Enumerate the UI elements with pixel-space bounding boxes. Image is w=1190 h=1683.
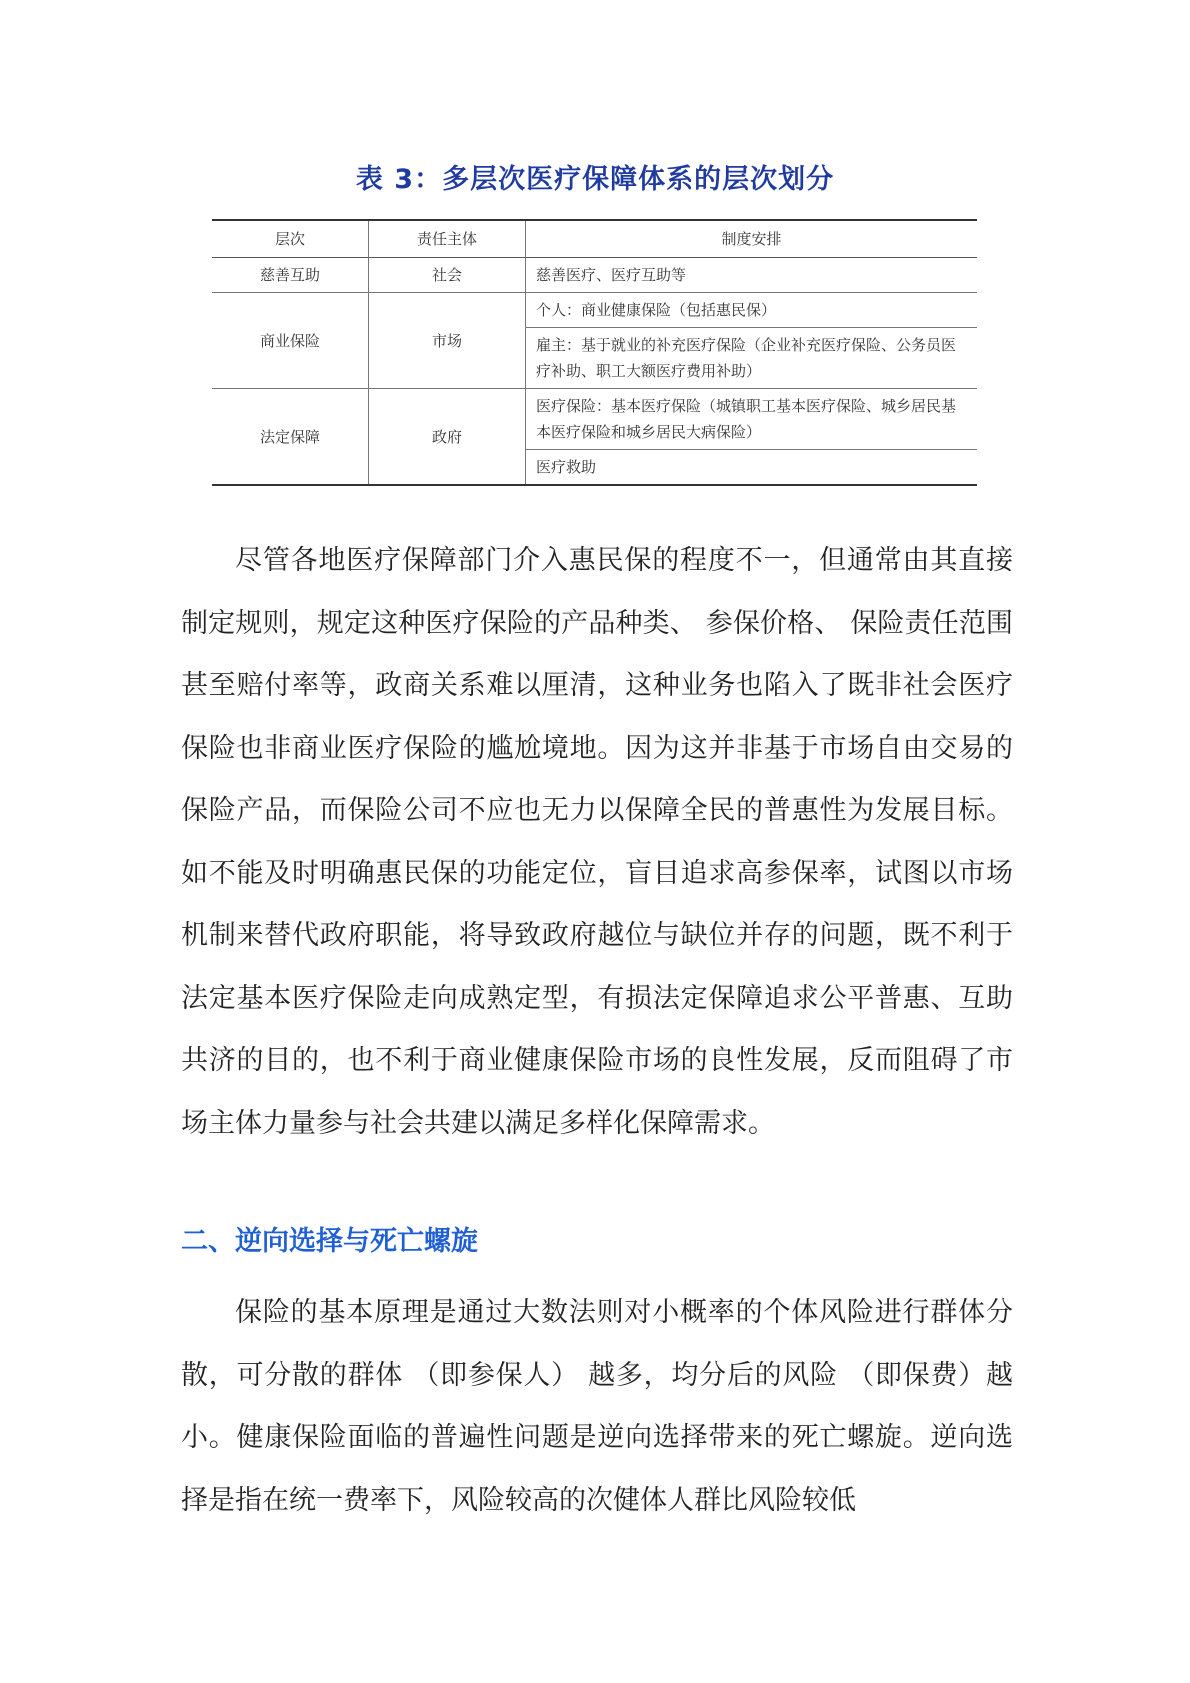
header-level: 层次: [212, 220, 369, 258]
table-header-row: [212, 220, 977, 258]
table-row: [212, 389, 977, 450]
header-arrangement: 制度安排: [721, 230, 782, 248]
cell-subject: 市场: [369, 293, 526, 389]
cell-subject: 社会: [369, 258, 526, 293]
table-title: 表 3：多层次医疗保障体系的层次划分: [355, 164, 835, 195]
insurance-levels-table: [212, 219, 977, 486]
header-subject: 责任主体: [369, 220, 526, 258]
cell-arrangement: 雇主：基于就业的补充医疗保险（企业补充医疗保险、公务员医疗补助、职工大额医疗费用补助）: [526, 328, 978, 389]
body-paragraph: 尽管各地医疗保障部门介入惠民保的程度不一，但通常由其直接制定规则，规定这种医疗保险的产品种类、 参保价格、 保险责任范围甚至赔付率等，政商关系难以厘清，这种业务也陷入了既非社会医疗保险也非商业医疗保险的尴尬境地。因为这并非基于市场自由交易的保险产品，而保险公司不应也无力以保障全民的普惠性为发展目标。如不能及时明确惠民保的功能定位，盲目追求高参保率，试图以市场机制来替代政府职能，将导致政府越位与缺位并存的问题，既不利于法定基本医疗保险走向成熟定型，有损法定保障追求公平普惠、互助共济的目的，也不利于商业健康保险市场的良性发展，反而阻碍了市场主体力量参与社会共建以满足多样化保障需求。: [181, 545, 1013, 1139]
cell-subject: 政府: [369, 389, 526, 486]
cell-arrangement: 医疗保险：基本医疗保险（城镇职工基本医疗保险、城乡居民基本医疗保险和城乡居民大病保险）: [526, 389, 978, 450]
cell-arrangement: 医疗救助: [526, 450, 978, 486]
section-heading: 二、逆向选择与死亡螺旋: [181, 1226, 478, 1257]
table-row: [212, 258, 977, 293]
cell-level: 慈善互助: [212, 258, 369, 293]
body-paragraph: 保险的基本原理是通过大数法则对小概率的个体风险进行群体分散，可分散的群体 （即参保人） 越多，均分后的风险 （即保费）越小。健康保险面临的普遍性问题是逆向选择带来的死亡螺旋。逆向选择是指在统一费率下，风险较高的次健体人群比风险较低: [181, 1297, 1013, 1516]
cell-level: 商业保险: [212, 293, 369, 389]
cell-arrangement: 个人：商业健康保险（包括惠民保）: [526, 293, 978, 328]
cell-arrangement: 慈善医疗、医疗互助等: [536, 266, 687, 284]
cell-level: 法定保障: [212, 389, 369, 486]
table-row: [212, 293, 977, 328]
